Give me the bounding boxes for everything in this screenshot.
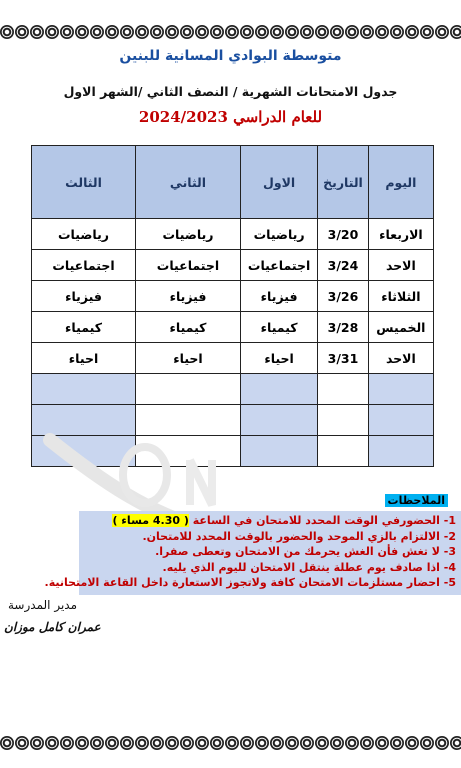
principal-title: مدير المدرسة — [8, 598, 78, 612]
ornament-icon — [255, 25, 269, 39]
ornament-icon — [120, 736, 134, 750]
ornament-icon — [15, 25, 29, 39]
empty-cell — [136, 405, 241, 436]
note-item: 3- لا تغش فأن الغش يحرمك من الامتحان وتعطى صفرا. — [155, 545, 456, 558]
bottom-ornament-border — [0, 735, 461, 751]
ornament-icon — [120, 25, 134, 39]
ornament-icon — [375, 25, 389, 39]
ornament-icon — [180, 25, 194, 39]
ornament-icon — [60, 25, 74, 39]
header-day: اليوم — [368, 146, 433, 219]
empty-row — [32, 405, 434, 436]
ornament-icon — [90, 25, 104, 39]
empty-cell — [368, 436, 433, 467]
ornament-icon — [285, 736, 299, 750]
cell-first: كيمياء — [240, 312, 317, 343]
empty-cell — [318, 405, 369, 436]
ornament-icon — [150, 736, 164, 750]
cell-day: الثلاثاء — [368, 281, 433, 312]
ornament-icon — [420, 736, 434, 750]
top-ornament-border — [0, 24, 461, 40]
cell-date: 3/26 — [318, 281, 369, 312]
ornament-icon — [315, 736, 329, 750]
ornament-icon — [60, 736, 74, 750]
ornament-icon — [360, 25, 374, 39]
ornament-icon — [225, 736, 239, 750]
ornament-icon — [210, 736, 224, 750]
note-text: 1- الحضورفي الوقت المحدد للامتحان في الساعة — [192, 514, 456, 527]
ornament-icon — [390, 25, 404, 39]
ornament-icon — [315, 25, 329, 39]
empty-cell — [240, 374, 317, 405]
notes-box — [44, 511, 461, 595]
ornament-icon — [450, 736, 461, 750]
ornament-icon — [75, 736, 89, 750]
empty-cell — [32, 436, 136, 467]
empty-row — [32, 374, 434, 405]
cell-third: احياء — [32, 343, 136, 374]
cell-first: فيزياء — [240, 281, 317, 312]
ornament-icon — [345, 736, 359, 750]
empty-cell — [318, 374, 369, 405]
notes-title: الملاحظات — [385, 494, 448, 507]
ornament-icon — [135, 736, 149, 750]
cell-third: فيزياء — [32, 281, 136, 312]
empty-cell — [368, 405, 433, 436]
empty-cell — [240, 405, 317, 436]
table-row — [32, 312, 434, 343]
ornament-icon — [240, 736, 254, 750]
table-row — [32, 250, 434, 281]
ornament-icon — [435, 736, 449, 750]
ornament-icon — [0, 736, 14, 750]
ornament-icon — [45, 736, 59, 750]
ornament-icon — [90, 736, 104, 750]
ornament-icon — [420, 25, 434, 39]
ornament-icon — [330, 25, 344, 39]
cell-day: الاربعاء — [368, 219, 433, 250]
note-item: 4- اذا صادف يوم عطلة ينتقل الامتحان لليوم الذي يليه. — [162, 560, 456, 574]
note-item — [79, 513, 456, 529]
cell-second: كيمياء — [136, 312, 241, 343]
empty-cell — [368, 374, 433, 405]
cell-third: رياضيات — [32, 219, 136, 250]
academic-year: للعام الدراسي 2024/2023 — [138, 108, 323, 126]
ornament-icon — [330, 736, 344, 750]
ornament-icon — [105, 25, 119, 39]
cell-third: كيمياء — [32, 312, 136, 343]
note-item: 5- احضار مستلزمات الامتحان كافة ولاتجوز الاستعارة داخل القاعة الامتحانية. — [44, 576, 456, 589]
ornament-icon — [300, 736, 314, 750]
ornament-icon — [165, 736, 179, 750]
cell-day: الخميس — [368, 312, 433, 343]
ornament-icon — [345, 25, 359, 39]
header-date: التاريخ — [318, 146, 369, 219]
ornament-icon — [255, 736, 269, 750]
ornament-icon — [360, 736, 374, 750]
ornament-icon — [270, 736, 284, 750]
ornament-icon — [195, 25, 209, 39]
cell-second: رياضيات — [136, 219, 241, 250]
ornament-icon — [450, 25, 461, 39]
cell-date: 3/28 — [318, 312, 369, 343]
empty-cell — [32, 374, 136, 405]
ornament-icon — [150, 25, 164, 39]
table-row — [32, 343, 434, 374]
note-item: 2- الالتزام بالزي الموحد والحضور بالوقت المحدد للامتحان. — [142, 529, 456, 543]
cell-first: اجتماعيات — [240, 250, 317, 281]
empty-cell — [240, 436, 317, 467]
ornament-icon — [405, 25, 419, 39]
ornament-icon — [15, 736, 29, 750]
ornament-icon — [270, 25, 284, 39]
schedule-subtitle: جدول الامتحانات الشهرية / النصف الثاني /الشهر الاول — [63, 84, 398, 99]
cell-date: 3/24 — [318, 250, 369, 281]
cell-second: احياء — [136, 343, 241, 374]
ornament-icon — [165, 25, 179, 39]
ornament-icon — [195, 736, 209, 750]
ornament-icon — [75, 25, 89, 39]
ornament-icon — [225, 25, 239, 39]
ornament-icon — [135, 25, 149, 39]
cell-day: الاحد — [368, 343, 433, 374]
table-row — [32, 219, 434, 250]
ornament-icon — [285, 25, 299, 39]
ornament-icon — [390, 736, 404, 750]
header-second: الثاني — [136, 146, 241, 219]
cell-second: اجتماعيات — [136, 250, 241, 281]
exam-time-highlight: ( 4.30 مساء ) — [112, 514, 189, 527]
empty-row — [32, 436, 434, 467]
cell-second: فيزياء — [136, 281, 241, 312]
empty-cell — [136, 374, 241, 405]
ornament-icon — [0, 25, 14, 39]
ornament-icon — [375, 736, 389, 750]
ornament-icon — [300, 25, 314, 39]
header-first: الاول — [240, 146, 317, 219]
cell-date: 3/20 — [318, 219, 369, 250]
empty-cell — [136, 436, 241, 467]
header-third: الثالث — [32, 146, 136, 219]
ornament-icon — [180, 736, 194, 750]
school-name: متوسطة البوادي المسانية للبنين — [119, 48, 342, 64]
cell-first: رياضيات — [240, 219, 317, 250]
ornament-icon — [105, 736, 119, 750]
ornament-icon — [435, 25, 449, 39]
ornament-icon — [210, 25, 224, 39]
table-row — [32, 281, 434, 312]
ornament-icon — [45, 25, 59, 39]
cell-first: احياء — [240, 343, 317, 374]
ornament-icon — [30, 25, 44, 39]
table-header-row — [32, 146, 434, 219]
empty-cell — [318, 436, 369, 467]
cell-date: 3/31 — [318, 343, 369, 374]
cell-third: اجتماعيات — [32, 250, 136, 281]
ornament-icon — [30, 736, 44, 750]
principal-signature: عمران كامل موزان — [4, 620, 101, 634]
ornament-icon — [240, 25, 254, 39]
ornament-icon — [405, 736, 419, 750]
empty-cell — [32, 405, 136, 436]
cell-day: الاحد — [368, 250, 433, 281]
exam-schedule-table — [31, 145, 434, 467]
